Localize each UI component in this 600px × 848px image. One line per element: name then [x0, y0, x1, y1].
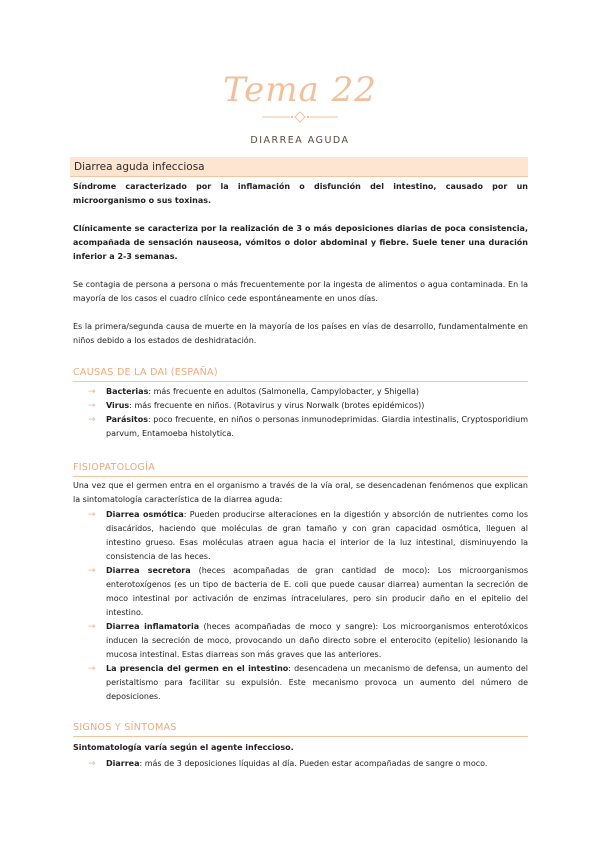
- list-item: → Parásitos: poco frecuente, en niños o personas inmunodeprimidas. Giardia intestinalis, Cryptosporidium parvum, Entamoeba histolytica.: [88, 415, 528, 438]
- section-title: Diarrea aguda infecciosa: [70, 157, 528, 177]
- paragraph-contagion: Se contagia de persona a persona o más frecuentemente por la ingesta de alimentos o agua contaminada. En la mayoría de los casos el cuadro clínico cede espontáneamente en unos días.: [73, 280, 528, 303]
- arrow-icon: →: [88, 759, 96, 769]
- paragraph-definition: Síndrome caracterizado por la inflamación o disfunción del intestino, causado por un microorganismo o sus toxinas.: [73, 182, 528, 205]
- arrow-icon: →: [88, 664, 96, 674]
- arrow-icon: →: [88, 566, 96, 576]
- ornament-icon: [260, 111, 340, 123]
- arrow-icon: →: [88, 415, 96, 425]
- paragraph-fisio-intro: Una vez que el germen entra en el organismo a través de la vía oral, se desencadenan fenómenos que explican la sintomatología característica de la diarrea aguda:: [73, 481, 528, 504]
- list-causas: [88, 385, 528, 441]
- list-signos: [88, 757, 528, 771]
- list-item: → Diarrea inflamatoria (heces acompañadas de moco y sangre): Los microorganismos enterotóxicos inducen la secreción de moco, provocando un daño directo sobre el enterocito (epitelio) lesionando la mucosa intestinal. Estas diarreas son más graves que las anteriores.: [88, 622, 529, 659]
- heading-causas: CAUSAS DE LA DAI (ESPAÑA): [73, 367, 528, 382]
- list-item: → Diarrea: más de 3 deposiciones líquidas al día. Pueden estar acompañadas de sangre o moco.: [88, 759, 488, 769]
- paragraph-clinical: Clínicamente se caracteriza por la realización de 3 o más deposiciones diarias de poca consistencia, acompañada de sensación nauseosa, vómitos o dolor abdominal y fiebre. Suele tener una duración inferior a 2-3 semanas.: [73, 224, 528, 261]
- heading-fisiopatologia: FISIOPATOLOGÍA: [73, 462, 528, 477]
- list-fisiopatologia: [88, 508, 528, 704]
- arrow-icon: →: [88, 622, 96, 632]
- list-item: → Bacterias: más frecuente en adultos (Salmonella, Campylobacter, y Shigella): [88, 387, 420, 397]
- paragraph-signos-intro: Sintomatología varía según el agente infeccioso.: [73, 743, 294, 752]
- list-item: → Virus: más frecuente en niños. (Rotavirus y virus Norwalk (brotes epidémicos)): [88, 401, 425, 411]
- list-item: → Diarrea secretora (heces acompañadas de gran cantidad de moco): Los microorganismos enterotoxígenos (es un tipo de bacteria de E. coli que puede causar diarrea) aumentan la secreción de moco intestinal por activación de enzimas intracelulares, pero sin producir daño en el epitelio del intestino.: [88, 566, 528, 617]
- list-item: → Diarrea osmótica: Pueden producirse alteraciones en la digestión y absorción de nutrientes como los disacáridos, haciendo que moléculas de gran tamaño y con gran capacidad osmótica, lleguen al intestino grueso. Esas moléculas atraen agua hacia el interior de la luz intestinal, disminuyendo la consistencia de las heces.: [88, 510, 529, 561]
- arrow-icon: →: [88, 387, 96, 397]
- heading-signos: SIGNOS Y SÍNTOMAS: [73, 722, 528, 737]
- arrow-icon: →: [88, 510, 96, 520]
- header: [0, 72, 600, 146]
- paragraph-mortality: Es la primera/segunda causa de muerte en la mayoría de los países en vías de desarrollo, fundamentalmente en niños debido a los estados de deshidratación.: [73, 322, 528, 345]
- list-item: → La presencia del germen en el intestino: desencadena un mecanismo de defensa, un aumento del peristaltismo para facilitar su expulsión. Este mecanismo provoca un aumento del número de deposiciones.: [88, 664, 529, 701]
- page-title: Tema 22: [223, 70, 377, 110]
- page-subtitle: DIARREA AGUDA: [250, 135, 350, 146]
- arrow-icon: →: [88, 401, 96, 411]
